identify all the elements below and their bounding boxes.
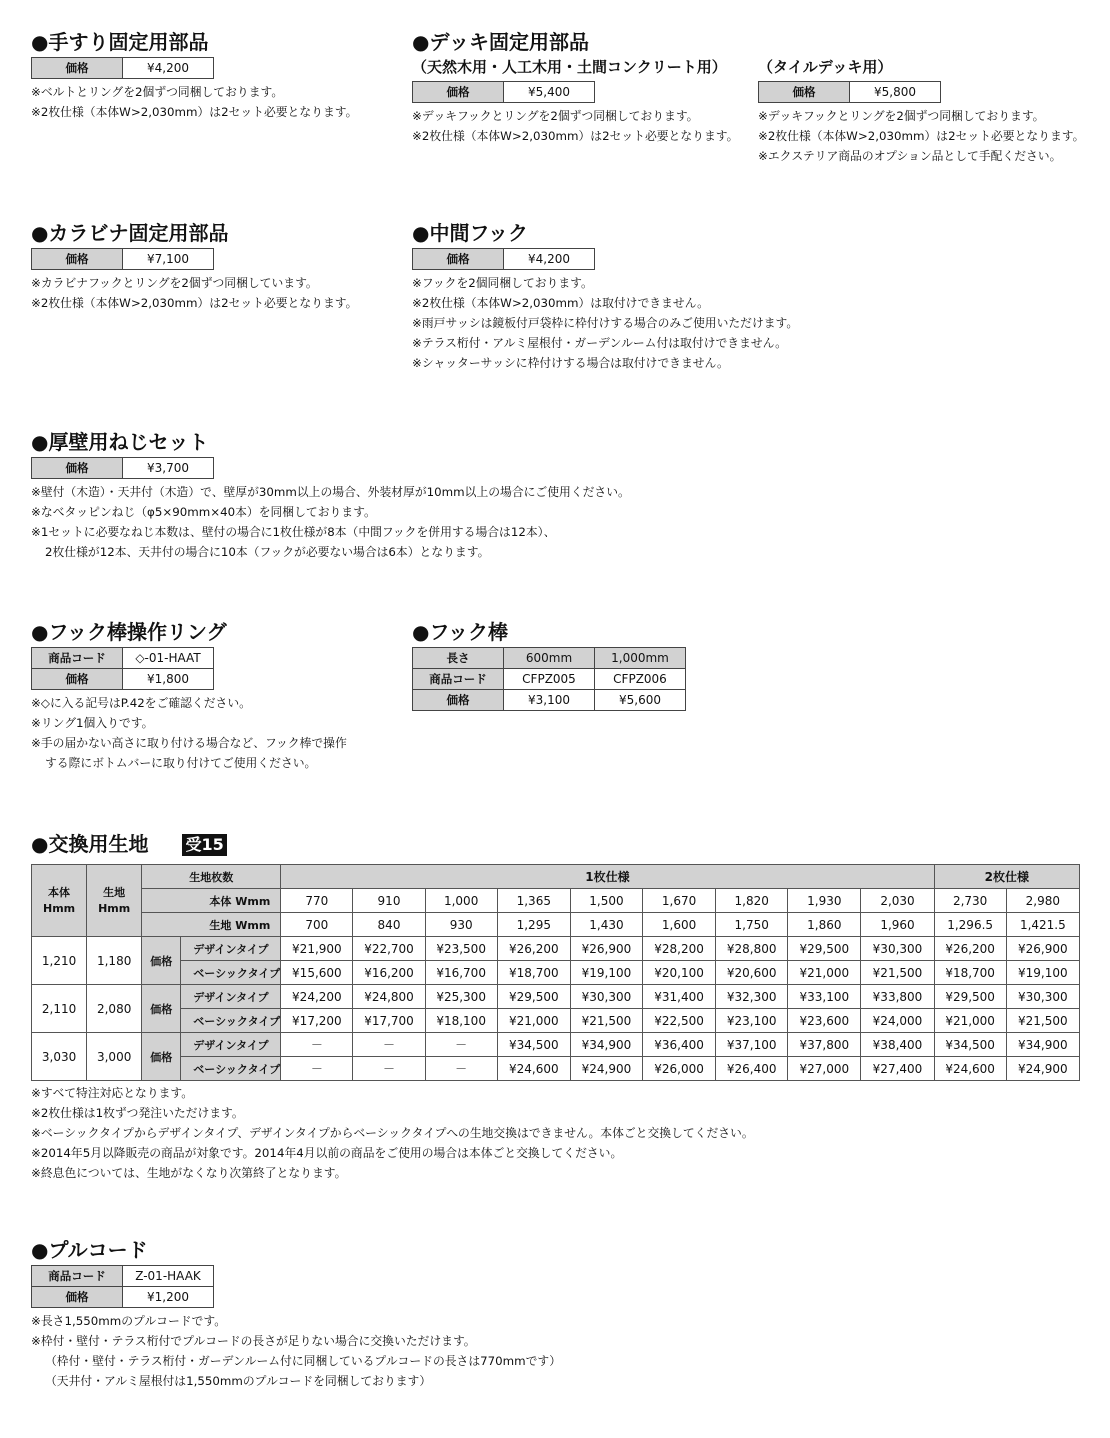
code-price-table (31, 1265, 214, 1308)
price-value: ¥5,600 (595, 690, 686, 711)
price-cell: ¥16,700 (425, 961, 497, 985)
code-label: 商品コード (413, 669, 504, 690)
fabric-width-cell: 1,296.5 (934, 913, 1006, 937)
price-label: 価格 (413, 249, 504, 270)
price-label: 価格 (32, 1287, 123, 1308)
fabric-width-cell: 1,750 (716, 913, 788, 937)
price-cell: ¥16,200 (353, 961, 425, 985)
table-row (32, 1033, 1080, 1057)
price-cell: ¥26,900 (570, 937, 642, 961)
price-cell: ¥22,500 (643, 1009, 716, 1033)
price-label: 価格 (32, 58, 123, 79)
header-body-h: 本体 Hmm (32, 865, 87, 937)
table-row (32, 937, 1080, 961)
price-cell: ¥28,200 (643, 937, 716, 961)
fabric-width-cell: 1,421.5 (1006, 913, 1079, 937)
price-cell: ¥18,700 (497, 961, 570, 985)
table-row (32, 985, 1080, 1009)
section-title: ●フック棒操作リング (31, 620, 227, 644)
note: ※1セットに必要なねじ本数は、壁付の場合に1枚仕様が8本（中間フックを併用する場合は12本）、 (31, 525, 556, 539)
code-value: Z-01-HAAK (123, 1266, 214, 1287)
subtitle-tile: （タイルデッキ用） (758, 58, 893, 76)
fabric-width-cell: 840 (353, 913, 425, 937)
price-label: 価格 (32, 669, 123, 690)
header-fabric-count: 生地枚数 (142, 865, 281, 889)
price-cell: ¥36,400 (643, 1033, 716, 1057)
price-cell: ¥19,100 (1006, 961, 1079, 985)
notes (31, 693, 347, 773)
header-fabric-w: 生地 Wmm (142, 913, 281, 937)
notes (31, 482, 630, 562)
length-value: 600mm (504, 648, 595, 669)
note: ※ベーシックタイプからデザインタイプ、デザインタイプからベーシックタイプへの生地交換はできません。本体ごと交換してください。 (31, 1126, 754, 1140)
note-continued: 2枚仕様が12本、天井付の場合に10本（フックが必要ない場合は6本）となります。 (45, 545, 490, 559)
price-cell: ¥21,500 (861, 961, 934, 985)
price-cell: ¥37,800 (788, 1033, 861, 1057)
fabric-price-table (31, 864, 1080, 1081)
price-cell: ¥21,000 (934, 1009, 1006, 1033)
body-width-cell: 2,730 (934, 889, 1006, 913)
body-width-cell: 1,000 (425, 889, 497, 913)
fabric-width-cell: 700 (281, 913, 353, 937)
note-continued: （天井付・アルミ屋根付は1,550mmのプルコードを同梱しております） (45, 1374, 432, 1388)
note: ※2枚仕様は1枚ずつ発注いただけます。 (31, 1106, 244, 1120)
price-cell: ¥21,000 (788, 961, 861, 985)
price-value: ¥3,700 (123, 458, 214, 479)
price-table (31, 57, 214, 79)
header-body-w: 本体 Wmm (142, 889, 281, 913)
note: ※2枚仕様（本体W>2,030mm）は2セット必要となります。 (31, 296, 358, 310)
price-cell: ¥21,000 (497, 1009, 570, 1033)
design-type-label: デザインタイプ (181, 985, 281, 1009)
length-label: 長さ (413, 648, 504, 669)
price-cell: ¥27,400 (861, 1057, 934, 1081)
section-title: ●フック棒 (412, 620, 509, 644)
section-middle-hook (412, 221, 798, 373)
price-cell: ¥17,200 (281, 1009, 353, 1033)
section-deck-parts (412, 30, 738, 146)
note: ※なべタッピンねじ（φ5×90mm×40本）を同梱しております。 (31, 505, 376, 519)
price-cell: － (353, 1057, 425, 1081)
subtitle-wood: （天然木用・人工木用・土間コンクリート用） (412, 58, 727, 76)
price-cell: ¥30,300 (570, 985, 642, 1009)
body-width-cell: 910 (353, 889, 425, 913)
price-cell: ¥30,300 (861, 937, 934, 961)
price-cell: ¥30,300 (1006, 985, 1079, 1009)
price-cell: － (425, 1033, 497, 1057)
note: ※2枚仕様（本体W>2,030mm）は取付けできません。 (412, 296, 709, 310)
note: ※シャッターサッシに枠付けする場合は取付けできません。 (412, 356, 729, 370)
hook-bar-table (412, 647, 686, 711)
price-value: ¥5,400 (504, 82, 595, 103)
note: ※手の届かない高さに取り付ける場合など、フック棒で操作 (31, 736, 347, 750)
note: ※デッキフックとリングを2個ずつ同梱しております。 (758, 109, 1045, 123)
notes (31, 1311, 561, 1391)
fabric-width-cell: 1,295 (497, 913, 570, 937)
note: ※テラス桁付・アルミ屋根付・ガーデンルーム付は取付けできません。 (412, 336, 787, 350)
price-cell: ¥34,500 (497, 1033, 570, 1057)
code-price-table (31, 647, 214, 690)
price-cell: ¥21,900 (281, 937, 353, 961)
price-label: 価格 (142, 937, 181, 985)
note: ※◇に入る記号はP.42をご確認ください。 (31, 696, 251, 710)
notes (758, 106, 1084, 166)
body-height-cell: 2,110 (32, 985, 87, 1033)
price-cell: ¥25,300 (425, 985, 497, 1009)
fabric-width-cell: 1,960 (861, 913, 934, 937)
note-continued: （枠付・壁付・テラス桁付・ガーデンルーム付に同梱しているプルコードの長さは770mmです） (45, 1354, 562, 1368)
price-cell: ¥26,900 (1006, 937, 1079, 961)
price-label: 価格 (413, 690, 504, 711)
section-title: ●プルコード (31, 1238, 148, 1262)
price-value: ¥4,200 (504, 249, 595, 270)
body-width-cell: 770 (281, 889, 353, 913)
price-value: ¥7,100 (123, 249, 214, 270)
price-table (412, 248, 595, 270)
notes (412, 273, 798, 373)
price-cell: ¥31,400 (643, 985, 716, 1009)
notes (412, 106, 738, 146)
price-cell: ¥21,500 (570, 1009, 642, 1033)
fabric-height-cell: 1,180 (87, 937, 142, 985)
section-title: ●中間フック (412, 221, 529, 245)
note: ※ベルトとリングを2個ずつ同梱しております。 (31, 85, 284, 99)
price-table (758, 81, 941, 103)
section-handrail-parts (31, 30, 357, 122)
price-cell: ¥20,600 (716, 961, 788, 985)
price-cell: － (425, 1057, 497, 1081)
note: ※リング1個入りです。 (31, 716, 154, 730)
fabric-width-cell: 1,600 (643, 913, 716, 937)
fabric-width-cell: 930 (425, 913, 497, 937)
code-value: CFPZ006 (595, 669, 686, 690)
length-value: 1,000mm (595, 648, 686, 669)
section-hook-bar-ring (31, 620, 347, 773)
price-cell: ¥24,800 (353, 985, 425, 1009)
note: ※フックを2個同梱しております。 (412, 276, 593, 290)
price-cell: ¥26,000 (643, 1057, 716, 1081)
price-cell: ¥33,100 (788, 985, 861, 1009)
note: ※デッキフックとリングを2個ずつ同梱しております。 (412, 109, 699, 123)
price-label: 価格 (413, 82, 504, 103)
price-cell: ¥23,100 (716, 1009, 788, 1033)
price-cell: ¥21,500 (1006, 1009, 1079, 1033)
note: ※長さ1,550mmのプルコードです。 (31, 1314, 226, 1328)
body-width-cell: 1,930 (788, 889, 861, 913)
header-one-panel: 1枚仕様 (281, 865, 934, 889)
order-badge: 受15 (182, 834, 226, 856)
price-cell: ¥34,900 (1006, 1033, 1079, 1057)
body-width-cell: 2,980 (1006, 889, 1079, 913)
section-screw-set (31, 430, 630, 562)
basic-type-label: ベーシックタイプ (181, 1009, 281, 1033)
code-value: CFPZ005 (504, 669, 595, 690)
price-value: ¥3,100 (504, 690, 595, 711)
section-title: ●厚壁用ねじセット (31, 430, 209, 454)
price-value: ¥5,800 (850, 82, 941, 103)
body-width-cell: 1,820 (716, 889, 788, 913)
price-cell: ¥27,000 (788, 1057, 861, 1081)
price-cell: ¥29,500 (497, 985, 570, 1009)
price-cell: ¥22,700 (353, 937, 425, 961)
price-cell: ¥24,900 (570, 1057, 642, 1081)
price-cell: ¥15,600 (281, 961, 353, 985)
fabric-width-cell: 1,860 (788, 913, 861, 937)
notes (31, 82, 357, 122)
price-cell: ¥26,200 (934, 937, 1006, 961)
note-continued: する際にボトムバーに取り付けてご使用ください。 (45, 756, 317, 770)
header-fabric-h: 生地 Hmm (87, 865, 142, 937)
section-title-row (31, 832, 1080, 856)
body-width-cell: 1,670 (643, 889, 716, 913)
price-value: ¥1,200 (123, 1287, 214, 1308)
body-height-cell: 3,030 (32, 1033, 87, 1081)
price-label: 価格 (32, 458, 123, 479)
price-table (412, 81, 595, 103)
note: ※2014年5月以降販売の商品が対象です。2014年4月以前の商品をご使用の場合は本体ごと交換してください。 (31, 1146, 623, 1160)
price-label: 価格 (142, 1033, 181, 1081)
price-cell: ¥24,200 (281, 985, 353, 1009)
price-label: 価格 (759, 82, 850, 103)
code-label: 商品コード (32, 648, 123, 669)
table-row (32, 1009, 1080, 1033)
header-two-panel: 2枚仕様 (934, 865, 1079, 889)
notes (31, 1083, 1080, 1183)
price-cell: ¥24,600 (934, 1057, 1006, 1081)
price-cell: ¥28,800 (716, 937, 788, 961)
body-width-cell: 1,365 (497, 889, 570, 913)
price-cell: ¥24,600 (497, 1057, 570, 1081)
price-cell: ¥18,700 (934, 961, 1006, 985)
section-title: ●手すり固定用部品 (31, 30, 209, 54)
price-cell: ¥23,500 (425, 937, 497, 961)
code-value: ◇-01-HAAT (123, 648, 214, 669)
section-title: ●デッキ固定用部品 (412, 30, 590, 54)
price-cell: ¥17,700 (353, 1009, 425, 1033)
price-cell: ¥18,100 (425, 1009, 497, 1033)
body-height-cell: 1,210 (32, 937, 87, 985)
price-cell: ¥38,400 (861, 1033, 934, 1057)
fabric-height-cell: 2,080 (87, 985, 142, 1033)
price-cell: ¥26,200 (497, 937, 570, 961)
price-cell: ¥32,300 (716, 985, 788, 1009)
price-cell: ¥26,400 (716, 1057, 788, 1081)
section-carabiner-parts (31, 221, 357, 313)
price-cell: ¥29,500 (788, 937, 861, 961)
note: ※2枚仕様（本体W>2,030mm）は2セット必要となります。 (758, 129, 1085, 143)
fabric-width-cell: 1,430 (570, 913, 642, 937)
note: ※エクステリア商品のオプション品として手配ください。 (758, 149, 1062, 163)
body-width-cell: 1,500 (570, 889, 642, 913)
price-table (31, 457, 214, 479)
price-value: ¥4,200 (123, 58, 214, 79)
price-label: 価格 (142, 985, 181, 1033)
price-value: ¥1,800 (123, 669, 214, 690)
design-type-label: デザインタイプ (181, 937, 281, 961)
code-label: 商品コード (32, 1266, 123, 1287)
price-cell: ¥34,900 (570, 1033, 642, 1057)
price-cell: － (281, 1057, 353, 1081)
note: ※枠付・壁付・テラス桁付でプルコードの長さが足りない場合に交換いただけます。 (31, 1334, 476, 1348)
note: ※すべて特注対応となります。 (31, 1086, 194, 1100)
price-cell: ¥24,900 (1006, 1057, 1079, 1081)
body-width-cell: 2,030 (861, 889, 934, 913)
basic-type-label: ベーシックタイプ (181, 961, 281, 985)
price-cell: ¥19,100 (570, 961, 642, 985)
price-cell: ¥24,000 (861, 1009, 934, 1033)
price-cell: ¥37,100 (716, 1033, 788, 1057)
section-deck-tile (758, 57, 1084, 166)
section-title: ●交換用生地 (31, 832, 149, 856)
price-cell: ¥34,500 (934, 1033, 1006, 1057)
basic-type-label: ベーシックタイプ (181, 1057, 281, 1081)
note: ※2枚仕様（本体W>2,030mm）は2セット必要となります。 (31, 105, 358, 119)
price-cell: － (281, 1033, 353, 1057)
price-table (31, 248, 214, 270)
price-cell: ¥20,100 (643, 961, 716, 985)
note: ※終息色については、生地がなくなり次第終了となります。 (31, 1166, 347, 1180)
note: ※壁付（木造）・天井付（木造）で、壁厚が30mm以上の場合、外装材厚が10mm以上の場合にご使用ください。 (31, 485, 630, 499)
note: ※2枚仕様（本体W>2,030mm）は2セット必要となります。 (412, 129, 739, 143)
price-cell: ¥23,600 (788, 1009, 861, 1033)
price-label: 価格 (32, 249, 123, 270)
section-pull-cord (31, 1238, 561, 1391)
price-cell: ¥29,500 (934, 985, 1006, 1009)
table-row (32, 1057, 1080, 1081)
section-title: ●カラビナ固定用部品 (31, 221, 229, 245)
table-row (32, 961, 1080, 985)
price-cell: ¥33,800 (861, 985, 934, 1009)
note: ※カラビナフックとリングを2個ずつ同梱しています。 (31, 276, 318, 290)
section-hook-bar (412, 620, 686, 711)
price-cell: － (353, 1033, 425, 1057)
notes (31, 273, 357, 313)
section-replacement-fabric (31, 832, 1080, 1183)
note: ※雨戸サッシは鏡板付戸袋枠に枠付けする場合のみご使用いただけます。 (412, 316, 799, 330)
fabric-height-cell: 3,000 (87, 1033, 142, 1081)
design-type-label: デザインタイプ (181, 1033, 281, 1057)
